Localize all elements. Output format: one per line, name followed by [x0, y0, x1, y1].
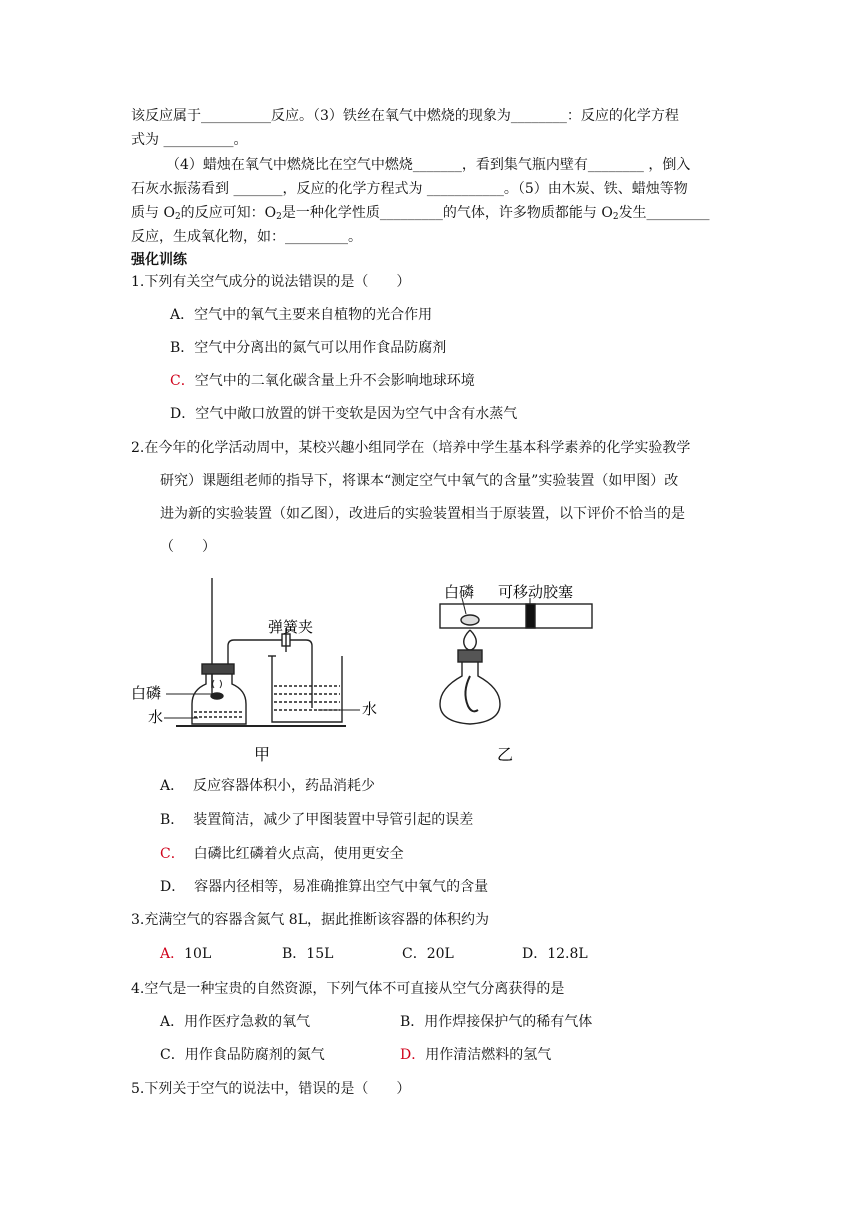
q2-option-a: A． 反应容器体积小，药品消耗少	[160, 778, 376, 794]
apparatus-yi	[440, 598, 592, 724]
q2-stem-line-2: 研究）课题组老师的指导下，将课本“测定空气中氧气的含量”实验装置（如甲图）改	[160, 473, 679, 489]
q4-option-c: C．用作食品防腐剂的氮气	[160, 1047, 325, 1063]
label-water-left: 水	[148, 708, 164, 726]
q3-stem: 3.充满空气的容器含氮气 8L，据此推断该容器的体积约为	[131, 912, 490, 928]
q3-option-a: A．10L	[160, 946, 212, 962]
q4-option-a: A．用作医疗急救的氧气	[160, 1014, 311, 1030]
q1-option-d: D．空气中敞口放置的饼干变软是因为空气中含有水蒸气	[170, 406, 518, 422]
q1-stem: 1.下列有关空气成分的说法错误的是（ ）	[131, 274, 411, 290]
label-white-phosphorus-left: 白磷	[131, 684, 162, 702]
q5-stem: 5.下列关于空气的说法中，错误的是（ ）	[131, 1081, 411, 1097]
q1-option-a: A．空气中的氧气主要来自植物的光合作用	[170, 307, 433, 323]
q2-stem-line-3: 进为新的实验装置（如乙图），改进后的实验装置相当于原装置，以下评价不恰当的是	[160, 506, 685, 522]
intro-line-6: 反应，生成氧化物，如：_________。	[131, 229, 362, 245]
q2-option-b: B． 装置简洁，减少了甲图装置中导管引起的误差	[160, 812, 474, 828]
q3-option-c: C．20L	[402, 946, 454, 962]
q2-option-d: D． 容器内径相等，易准确推算出空气中氧气的含量	[160, 879, 489, 895]
label-movable-stopper: 可移动胶塞	[498, 583, 574, 601]
q4-option-b: B．用作焊接保护气的稀有气体	[400, 1014, 593, 1030]
q2-option-c: C． 白磷比红磷着火点高，使用更安全	[160, 846, 404, 862]
caption-yi: 乙	[497, 745, 514, 764]
q1-option-c: C．空气中的二氧化碳含量上升不会影响地球环境	[170, 373, 475, 389]
q4-stem: 4.空气是一种宝贵的自然资源，下列气体不可直接从空气分离获得的是	[131, 981, 565, 997]
answer-mark: C．	[170, 373, 195, 389]
label-spring-clip: 弹簧夹	[268, 618, 314, 636]
q2-stem-line-4: （ ）	[160, 539, 216, 555]
q1-option-b: B．空气中分离出的氮气可以用作食品防腐剂	[170, 340, 447, 356]
answer-mark: D．	[400, 1047, 426, 1063]
intro-line-1: 该反应属于__________反应。（3）铁丝在氧气中燃烧的现象为________：反应的化学方程	[131, 108, 679, 124]
caption-jia: 甲	[254, 745, 271, 764]
section-title: 强化训练	[131, 252, 187, 268]
q2-stem-line-1: 2.在今年的化学活动周中，某校兴趣小组同学在（培养中学生基本科学素养的化学实验教学	[131, 440, 691, 456]
q3-option-d: D．12.8L	[522, 946, 588, 962]
answer-mark: A．	[160, 946, 185, 962]
intro-line-4: 石灰水振荡看到 _______，反应的化学方程式为 ___________。（5）由木炭、铁、蜡烛等物	[131, 181, 688, 197]
intro-line-3: （4）蜡烛在氧气中燃烧比在空气中燃烧_______，看到集气瓶内壁有________ ，倒入	[166, 157, 691, 173]
intro-line-5: 质与 $O_2$的反应可知：$O_2$是一种化学性质_________的气体，许多物质都能与 $O_2$发生_________	[131, 205, 710, 222]
q3-option-b: B．15L	[282, 946, 334, 962]
intro-line-2: 式为 __________。	[131, 132, 248, 148]
label-water-right: 水	[362, 700, 378, 718]
q4-option-d: D．用作清洁燃料的氢气	[400, 1047, 552, 1063]
apparatus-jia	[164, 578, 360, 726]
answer-mark: C．	[160, 846, 185, 862]
label-white-phosphorus-right: 白磷	[444, 583, 475, 601]
